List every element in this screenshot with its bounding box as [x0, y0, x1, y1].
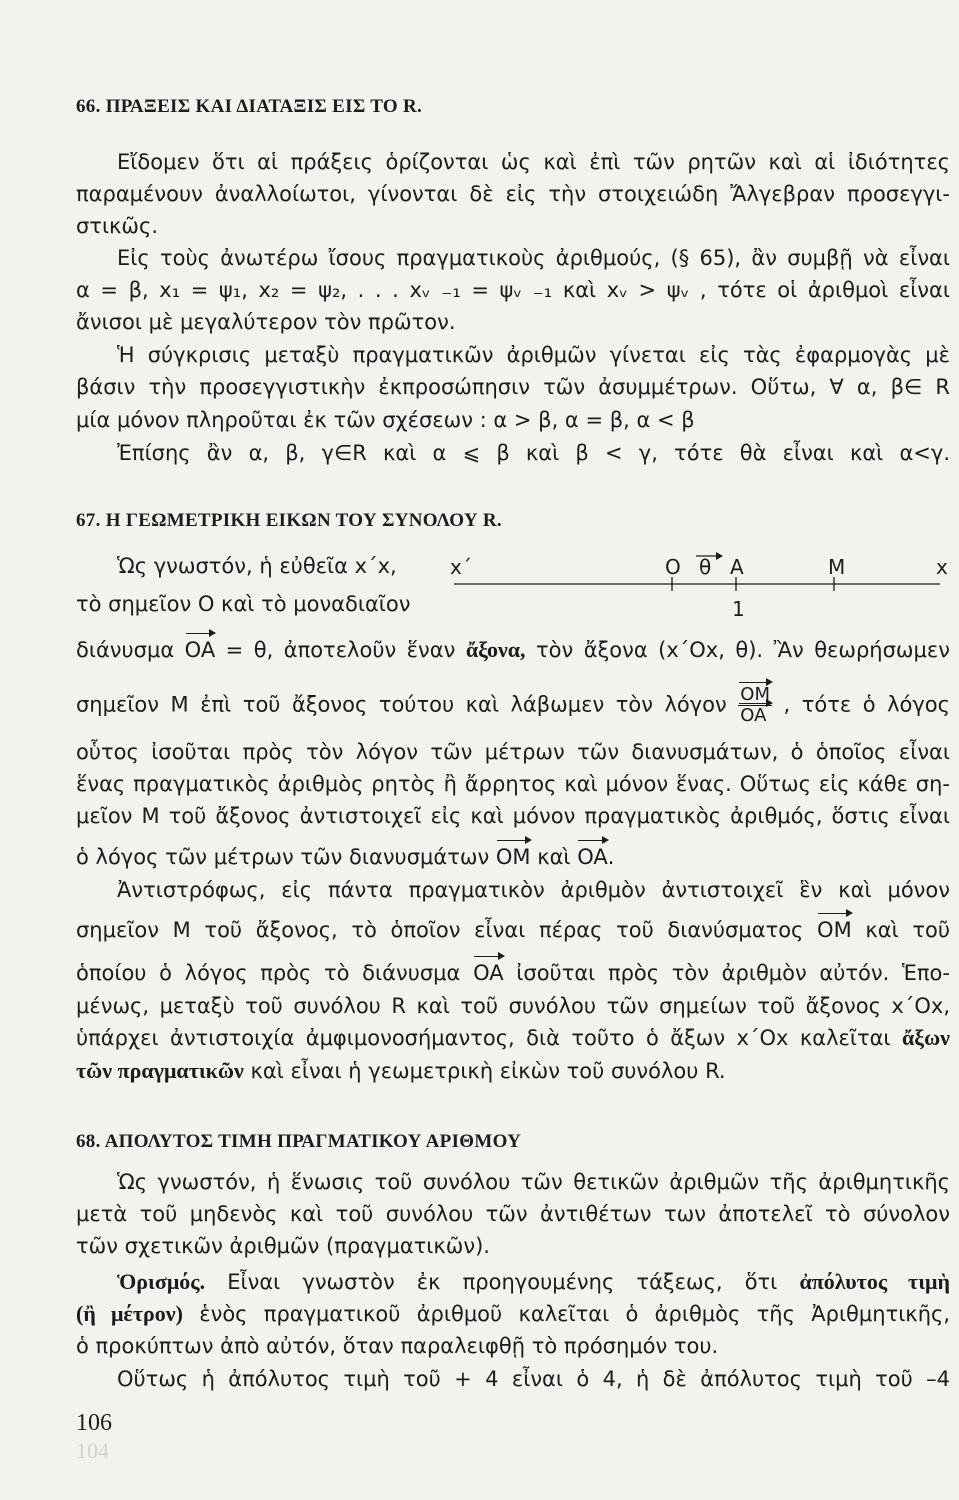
s67-line-13: ὑπάρχει ἀντιστοιχία ἀμφιμονοσήμαντος, διὰ τοῦτο ὁ ἄξων x΄Ox καλεῖται ἄξων	[76, 1025, 950, 1050]
s68-line-4: Ὁρισμός. Εἶναι γνωστὸν ἐκ προηγουμένης τάξεως, ὅτι ἀπόλυτος τιμὴ	[117, 1269, 950, 1294]
s67-line-11: ὁποίου ὁ λόγος πρὸς τὸ διάνυσμα OA ἰσοῦται πρὸς τὸν ἀριθμὸν αὐτόν. Ἑπο-	[76, 961, 950, 985]
axis-unit-point-label: A	[730, 555, 744, 579]
s68-line-5: (ἢ μέτρον) ἑνὸς πραγματικοῦ ἀριθμοῦ καλεῖται ὁ ἀριθμὸς τῆς Ἀριθμητικῆς,	[76, 1301, 950, 1326]
number-axis-figure	[440, 550, 950, 622]
s66-line-6: ἄνισοι μὲ μεγαλύτερον τὸν πρῶτον.	[76, 310, 456, 334]
s68-line-3: τῶν σχετικῶν ἀριθμῶν (πραγματικῶν).	[76, 1234, 490, 1258]
s66-line-3: στικῶς.	[76, 214, 159, 238]
page-number: 106	[76, 1410, 112, 1436]
term-measure: (ἢ μέτρον)	[76, 1301, 183, 1326]
axis-theta-label: θ	[699, 555, 712, 579]
s66-line-4: Εἰς τοὺς ἀνωτέρω ἴσους πραγματικοὺς ἀριθμούς, (§ 65), ἂν συμβῇ νὰ εἶναι	[117, 246, 950, 270]
s67-line-8: ὁ λόγος τῶν μέτρων τῶν διανυσμάτων OM καὶ OA.	[76, 845, 615, 869]
s67-line-9: Ἀντιστρόφως, εἰς πάντα πραγματικὸν ἀριθμὸν ἀντιστοιχεῖ ἓν καὶ μόνον	[117, 878, 950, 902]
s66-line-2: παραμένουν ἀναλλοίωτοι, γίνονται δὲ εἰς τὴν στοιχειώδη Ἄλγεβραν προσεγγι-	[76, 182, 950, 206]
term-axis-of-reals-1: ἄξων	[901, 1025, 950, 1050]
s67-line-6: ἕνας πραγματικὸς ἀριθμὸς ρητὸς ἢ ἄρρητος καὶ μόνον ἕνας. Οὕτως εἰς κάθε ση-	[76, 772, 950, 796]
vector-om: OM	[495, 845, 531, 869]
term-axis-of-reals-2: τῶν πραγματικῶν	[76, 1058, 244, 1083]
vector-oa: OA	[473, 961, 504, 985]
s67-line-10: σημεῖον M τοῦ ἄξονος, τὸ ὁποῖον εἶναι πέρας τοῦ διανύσματος OM καὶ τοῦ	[76, 918, 950, 942]
axis-left-label: x΄	[450, 555, 472, 579]
s67-line-12: μένως, μεταξὺ τοῦ συνόλου R καὶ τοῦ συνόλου τῶν σημείων τοῦ ἄξονος x΄Ox,	[76, 994, 950, 1018]
term-absolute-value: ἀπόλυτος τιμὴ	[799, 1269, 950, 1294]
s67-line-1: Ὡς γνωστόν, ἡ εὐθεῖα x΄x,	[117, 554, 397, 578]
s66-line-7: Ἡ σύγκρισις μεταξὺ πραγματικῶν ἀριθμῶν γίνεται εἰς τὰς ἐφαρμογὰς μὲ	[117, 343, 950, 367]
s68-line-6: ὁ προκύπτων ἀπὸ αὐτόν, ὅταν παραλειφθῇ τὸ πρόσημόν του.	[76, 1334, 719, 1358]
s67-line-4: σημεῖον M ἐπὶ τοῦ ἄξονος τούτου καὶ λάβωμεν τὸν λόγον $\frac{OM}{OA}$ , τότε ὁ λόγος	[76, 684, 950, 726]
ratio-om-oa	[738, 685, 772, 726]
s67-line-5: οὗτος ἰσοῦται πρὸς τὸν λόγον τῶν μέτρων τῶν διανυσμάτων, ὁ ὁποῖος εἶναι	[76, 740, 950, 764]
axis-unit-label: 1	[732, 597, 745, 621]
axis-point-m-label: M	[828, 555, 846, 579]
axis-origin-label: O	[665, 555, 681, 579]
vector-oa: OA	[184, 638, 216, 662]
s68-line-1: Ὡς γνωστόν, ἡ ἕνωσις τοῦ συνόλου τῶν θετικῶν ἀριθμῶν τῆς ἀριθμητικῆς	[117, 1170, 950, 1194]
section-66-heading: 66. ΠΡΑΞΕΙΣ ΚΑΙ ΔΙΑΤΑΞΙΣ ΕΙΣ ΤΟ R.	[76, 96, 423, 117]
s66-line-9: μία μόνον πληροῦται ἐκ τῶν σχέσεων : α > β, α = β, α < β	[76, 408, 695, 432]
s67-line-2: τὸ σημεῖον O καὶ τὸ μοναδιαῖον	[76, 592, 411, 616]
s68-line-2: μετὰ τοῦ μηδενὸς καὶ τοῦ συνόλου τῶν ἀντιθέτων των ἀποτελεῖ τὸ σύνολον	[76, 1202, 950, 1226]
s67-line-7: μεῖον M τοῦ ἄξονος ἀντιστοιχεῖ εἰς καὶ μόνον πραγματικὸς ἀριθμός, ὅστις εἶναι	[76, 804, 950, 828]
ratio-denominator: OA	[738, 706, 772, 726]
s66-line-8: βάσιν τὴν προσεγγιστικὴν ἐκπροσώπησιν τῶν ἀσυμμέτρων. Οὕτω, ∀ α, β∈ R	[76, 375, 950, 399]
s67-line-14: τῶν πραγματικῶν καὶ εἶναι ἡ γεωμετρικὴ εἰκὼν τοῦ συνόλου R.	[76, 1058, 726, 1083]
s66-line-5: α = β, x₁ = ψ₁, x₂ = ψ₂, . . . xᵥ ₋₁ = ψᵥ ₋₁ καὶ xᵥ > ψᵥ , τότε οἱ ἀριθμοὶ εἶναι	[76, 278, 950, 302]
s66-line-10: Ἐπίσης ἂν α, β, γ∈R καὶ α ⩽ β καὶ β < γ, τότε θὰ εἶναι καὶ α<γ.	[117, 441, 950, 465]
s66-line-1: Εἴδομεν ὅτι αἱ πράξεις ὁρίζονται ὡς καὶ ἐπὶ τῶν ρητῶν καὶ αἱ ἰδιότητες	[117, 150, 950, 174]
bleed-through-page-number: 104	[76, 1438, 109, 1463]
s68-line-7: Οὕτως ἡ ἀπόλυτος τιμὴ τοῦ + 4 εἶναι ὁ 4, ἡ δὲ ἀπόλυτος τιμὴ τοῦ –4	[117, 1367, 950, 1391]
theta-arrowhead	[716, 552, 723, 560]
section-67-heading: 67. Η ΓΕΩΜΕΤΡΙΚΗ ΕΙΚΩΝ ΤΟΥ ΣΥΝΟΛΟΥ R.	[76, 510, 502, 531]
axis-right-label: x	[936, 555, 948, 579]
vector-om: OM	[817, 918, 852, 942]
vector-oa: OA	[577, 845, 608, 869]
ratio-numerator: OM	[740, 684, 770, 705]
term-axis: ἄξονα,	[465, 637, 526, 662]
s67-line-3: διάνυσμα OA = θ, ἀποτελοῦν ἕναν ἄξονα, τὸν ἄξονα (x΄Ox, θ). Ἂν θεωρήσωμεν	[76, 637, 950, 662]
definition-label: Ὁρισμός.	[117, 1269, 206, 1294]
section-68-heading: 68. ΑΠΟΛΥΤΟΣ ΤΙΜΗ ΠΡΑΓΜΑΤΙΚΟΥ ΑΡΙΘΜΟΥ	[76, 1131, 522, 1152]
